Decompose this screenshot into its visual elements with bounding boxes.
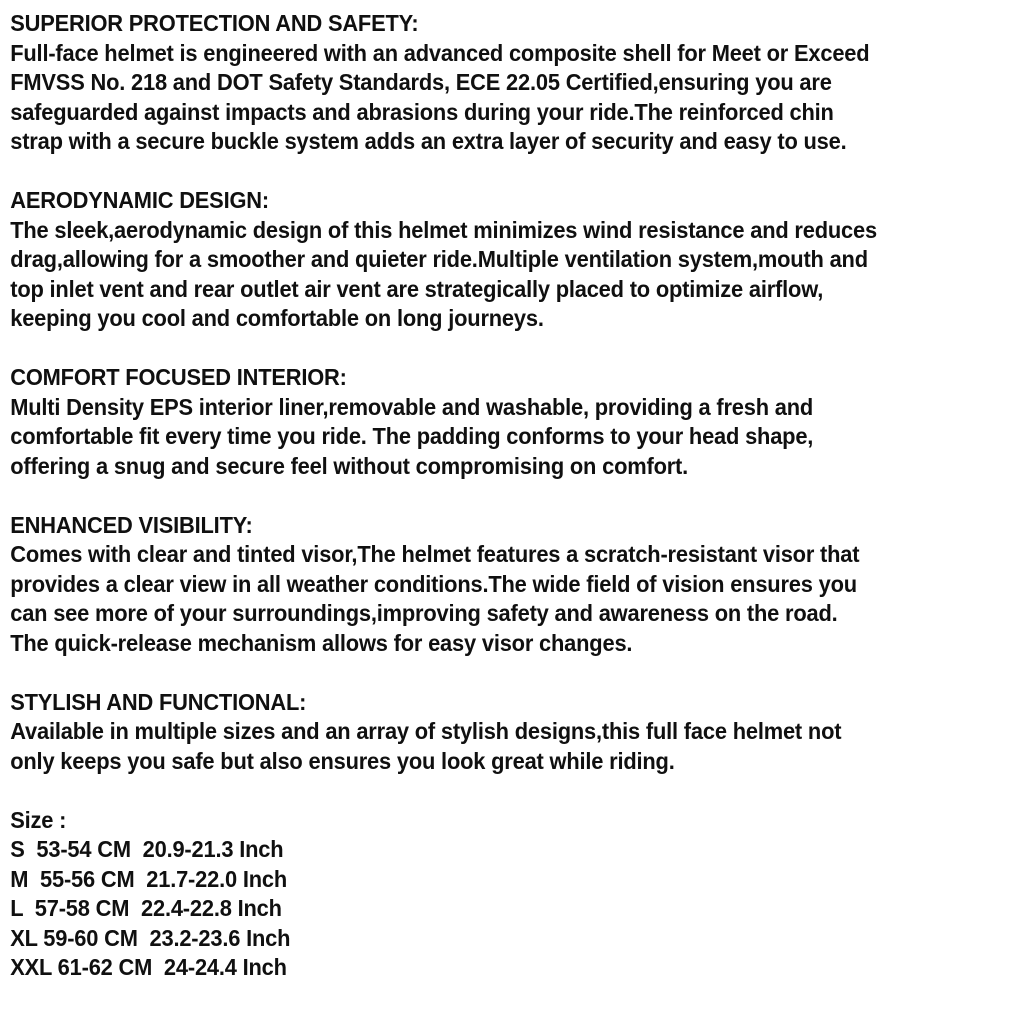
section-heading: STYLISH AND FUNCTIONAL:: [10, 688, 307, 715]
body-line: top inlet vent and rear outlet air vent are strategically placed to optimize airflow,: [10, 275, 824, 302]
section-superior-protection: [10, 9, 1023, 157]
size-row-xxl: XXL 61-62 CM 24-24.4 Inch: [10, 954, 287, 980]
body-line: keeping you cool and comfortable on long journeys.: [10, 305, 544, 331]
body-line: comfortable fit every time you ride. The padding conforms to your head shape,: [10, 423, 814, 449]
body-line: drag,allowing for a smoother and quieter ride.Multiple ventilation system,mouth and: [10, 246, 868, 272]
size-row-m: M 55-56 CM 21.7-22.0 Inch: [10, 865, 288, 892]
section-stylish-functional: [10, 688, 1023, 777]
section-aerodynamic-design: [10, 186, 1023, 334]
body-line: Full-face helmet is engineered with an advanced composite shell for Meet or Exceed: [10, 39, 870, 66]
size-chart-heading: Size :: [10, 806, 67, 833]
section-heading: SUPERIOR PROTECTION AND SAFETY:: [10, 10, 419, 36]
size-row-s: S 53-54 CM 20.9-21.3 Inch: [10, 836, 284, 862]
body-line: Available in multiple sizes and an array of stylish designs,this full face helmet not: [10, 718, 842, 744]
body-line: Multi Density EPS interior liner,removable and washable, providing a fresh and: [10, 393, 814, 420]
body-line: only keeps you safe but also ensures you look great while riding.: [10, 747, 675, 774]
body-line: The sleek,aerodynamic design of this helmet minimizes wind resistance and reduces: [10, 216, 877, 243]
section-heading: COMFORT FOCUSED INTERIOR:: [10, 364, 347, 390]
body-line: offering a snug and secure feel without compromising on comfort.: [10, 452, 689, 479]
section-enhanced-visibility: [10, 511, 1023, 659]
size-chart: [10, 806, 1023, 983]
body-line: Comes with clear and tinted visor,The helmet features a scratch-resistant visor that: [10, 541, 860, 567]
body-line: FMVSS No. 218 and DOT Safety Standards, ECE 22.05 Certified,ensuring you are: [10, 69, 832, 95]
body-line: The quick-release mechanism allows for easy visor changes.: [10, 629, 633, 656]
body-line: safeguarded against impacts and abrasions during your ride.The reinforced chin: [10, 98, 834, 125]
section-heading: AERODYNAMIC DESIGN:: [10, 187, 269, 213]
body-line: can see more of your surroundings,improving safety and awareness on the road.: [10, 600, 838, 626]
body-line: provides a clear view in all weather conditions.The wide field of vision ensures you: [10, 570, 857, 597]
size-row-xl: XL 59-60 CM 23.2-23.6 Inch: [10, 924, 291, 951]
size-row-l: L 57-58 CM 22.4-22.8 Inch: [10, 895, 282, 921]
section-comfort-interior: [10, 363, 1023, 481]
body-line: strap with a secure buckle system adds an extra layer of security and easy to use.: [10, 128, 847, 154]
section-heading: ENHANCED VISIBILITY:: [10, 511, 253, 538]
